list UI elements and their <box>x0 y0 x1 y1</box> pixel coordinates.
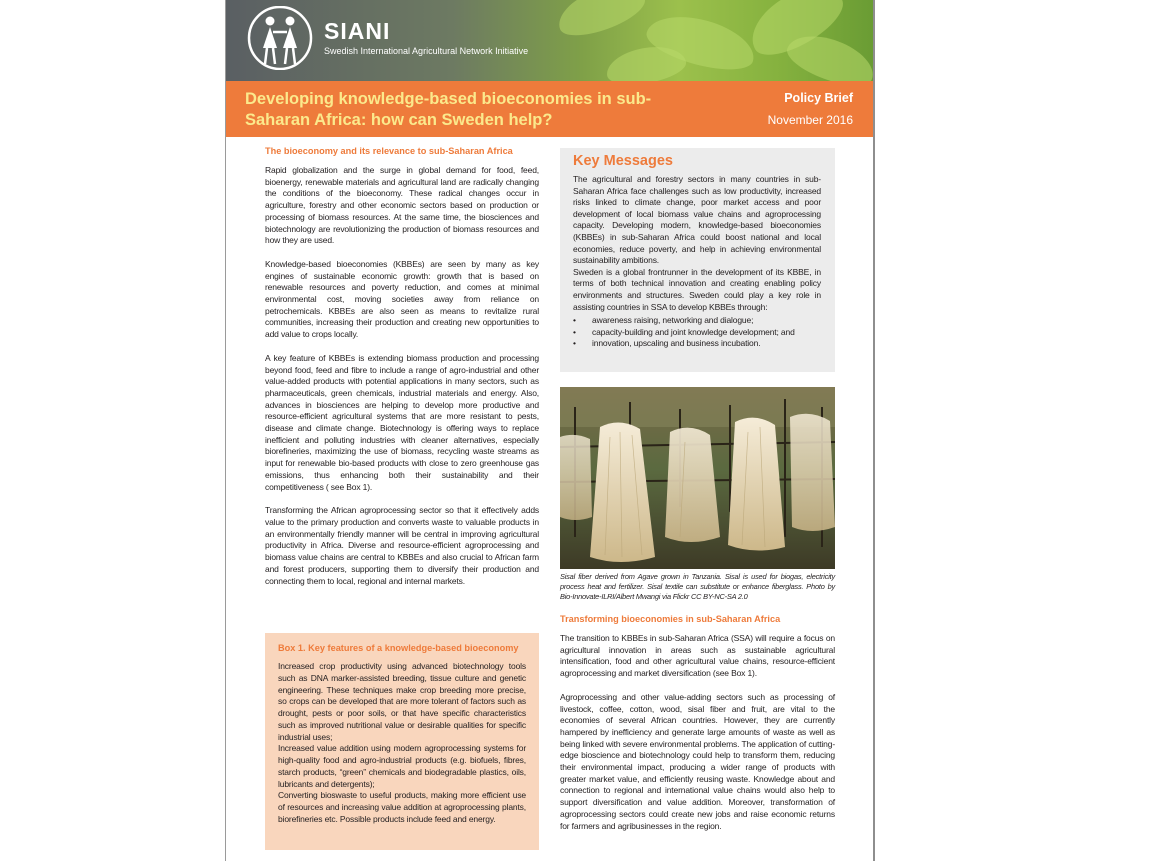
siani-logo-icon <box>245 6 315 70</box>
brief-type: Policy Brief <box>784 91 853 105</box>
list-item: • capacity-building and joint knowledge development; and <box>573 326 795 337</box>
box1-heading: Box 1. Key features of a knowledge-based bioeconomy <box>278 643 519 653</box>
key-messages-paragraph: The agricultural and forestry sectors in many countries in sub-Saharan Africa face challenges such as low productivity, increased risks linked to climate change, poor market access and poor development of local biomass value chains and agroprocessing capacity. Developing modern, knowledge-based bioeconomies (KBBEs) in sub-Saharan Africa could boost national and local economies, reduce poverty, and help in achieving environmental sustainability ambitions. <box>573 174 821 266</box>
paragraph: Rapid globalization and the surge in global demand for food, feed, bioenergy, renewable materials and agricultural land are radically changing the conditions of the bioeconomy. These radical changes occur in agriculture, forestry and other economic sectors based on production or processing of biomass resources. At the same time, the biosciences and biotechnology are revolutionizing the production of biomass resources and how they are used. <box>265 165 539 246</box>
right-column <box>560 614 835 844</box>
key-messages-list <box>573 315 821 350</box>
paragraph: Transforming the African agroprocessing sector so that it effectively adds value to the primary production and converts waste to valuable products in an environmentally friendly manner will be central in improving agricultural productivity in Africa. Diverse and resource-efficient agroprocessing and biomass value chains are central to KBBEs and also crucial to African farm and forest producers, supporting them to diversify their production and connecting them to local, regional and internal markets. <box>265 505 539 586</box>
key-messages-box <box>560 148 835 372</box>
box1-item: Converting bioswaste to useful products, making more efficient use of resources and increasing value addition at agroprocessing plants, biorefineries etc. Possible products include feed and energy. <box>278 790 526 824</box>
page-edge <box>873 0 875 861</box>
header-banner <box>226 0 873 81</box>
bullet-icon: • <box>573 315 576 326</box>
paragraph: A key feature of KBBEs is extending biomass production and processing beyond food, feed and fibre to include a range of agro-industrial and other value-added products with potential applications in many sectors, such as pharmaceuticals, green chemicals, industrial materials and energy. Also, advances in biosciences are helping to develop more productive and resource-efficient agricultural systems that are more resistant to pests, disease and climate change. Biotechnology is offering ways to replace inefficient and polluting industries with cleaner alternatives, especially biorefineries, maximizing the use of biomass, recycling waste streams as input for renewable bio-based products with close to zero greenhouse gas emissions, thus enhancing both their sustainability and their competitiveness ( see Box 1). <box>265 352 539 492</box>
key-messages-paragraph: Sweden is a global frontrunner in the development of its KBBE, in terms of both technical innovation and creating enabling policy environments and structures. Sweden could play a key role in assisting countries in SSA to develop KBBEs through: <box>573 266 821 312</box>
section-heading: The bioeconomy and its relevance to sub-Saharan Africa <box>265 146 513 156</box>
section-heading: Transforming bioeconomies in sub-Saharan Africa <box>560 614 781 624</box>
list-item: • innovation, upscaling and business incubation. <box>573 338 761 349</box>
sisal-drying-image-icon <box>560 387 835 569</box>
list-item: • awareness raising, networking and dialogue; <box>573 315 754 326</box>
box1-item: Increased value addition using modern agroprocessing systems for high-quality food and agro-industrial products (e.g. biofuels, fibres, starch products, “green” chemicals and biodegradable plastics, oils, lubricants and detergents); <box>278 743 526 789</box>
bullet-icon: • <box>573 338 576 349</box>
paragraph: The transition to KBBEs in sub-Saharan Africa (SSA) will require a focus on agricultural innovation in areas such as sustainable agricultural intensification, food and other agricultural value chains, resource-efficient agroprocessing and market diversification (see Box 1). <box>560 633 835 679</box>
brand-subtitle: Swedish International Agricultural Network Initiative <box>324 46 529 56</box>
photo-caption: Sisal fiber derived from Agave grown in Tanzania. Sisal is used for biogas, electricity process heat and fertilizer. Sisal textile can substitute or enhance fiberglass. Photo by Bio-Innovate-ILRI/Albert Mwangi via Flickr CC BY-NC-SA 2.0 <box>560 572 835 601</box>
box1-key-features <box>265 633 539 850</box>
left-column <box>265 146 539 599</box>
box1-item: Increased crop productivity using advanced biotechnology tools such as DNA marker-assisted breeding, tissue culture and genetic engineering. These techniques make crop breeding more precise, so crops can be developed that are more tolerant of factors such as drought, pests or poor soils, or that have specific characteristics such as improved nutritional value or desirable qualities for specific industrial uses; <box>278 661 526 742</box>
paragraph: Knowledge-based bioeconomies (KBBEs) are seen by many as key engines of sustainable economic growth: growth that is based on renewable resources and poverty reduction, and comes at minimal environmental cost, moving societies away from reliance on petrochemicals. KBBEs are also seen as means to revitalize rural communities, increasing their production and creating new opportunities to add value to crops locally. <box>265 258 539 340</box>
page-title: Developing knowledge-based bioeconomies in sub-Saharan Africa: how can Sweden help? <box>245 90 652 129</box>
brief-date: November 2016 <box>767 113 853 127</box>
brand-name: SIANI <box>324 18 391 44</box>
policy-brief-page <box>225 0 874 861</box>
key-messages-heading: Key Messages <box>573 153 673 169</box>
paragraph: Agroprocessing and other value-adding sectors such as processing of livestock, coffee, cotton, wood, sisal fiber and fruit, are vital to the economies of several African countries. However, they are currently hampered by inefficiency and generate large amounts of waste as well as being linked with severe environmental problems. The application of cutting-edge bioscience and biotechnology could help to transform them, reducing their environmental impact, producing a wider range of products with greater market value, and efficiently reusing waste. Knowledge about and connection to regional and international value chains would also help to support diversification and value addition. Moreover, transformation of agroprocessing sectors could create new jobs and raise economic returns for farmers and agribusinesses in the region. <box>560 691 835 831</box>
title-bar <box>226 81 873 137</box>
sisal-fiber-photo <box>560 387 835 569</box>
bullet-icon: • <box>573 326 576 337</box>
